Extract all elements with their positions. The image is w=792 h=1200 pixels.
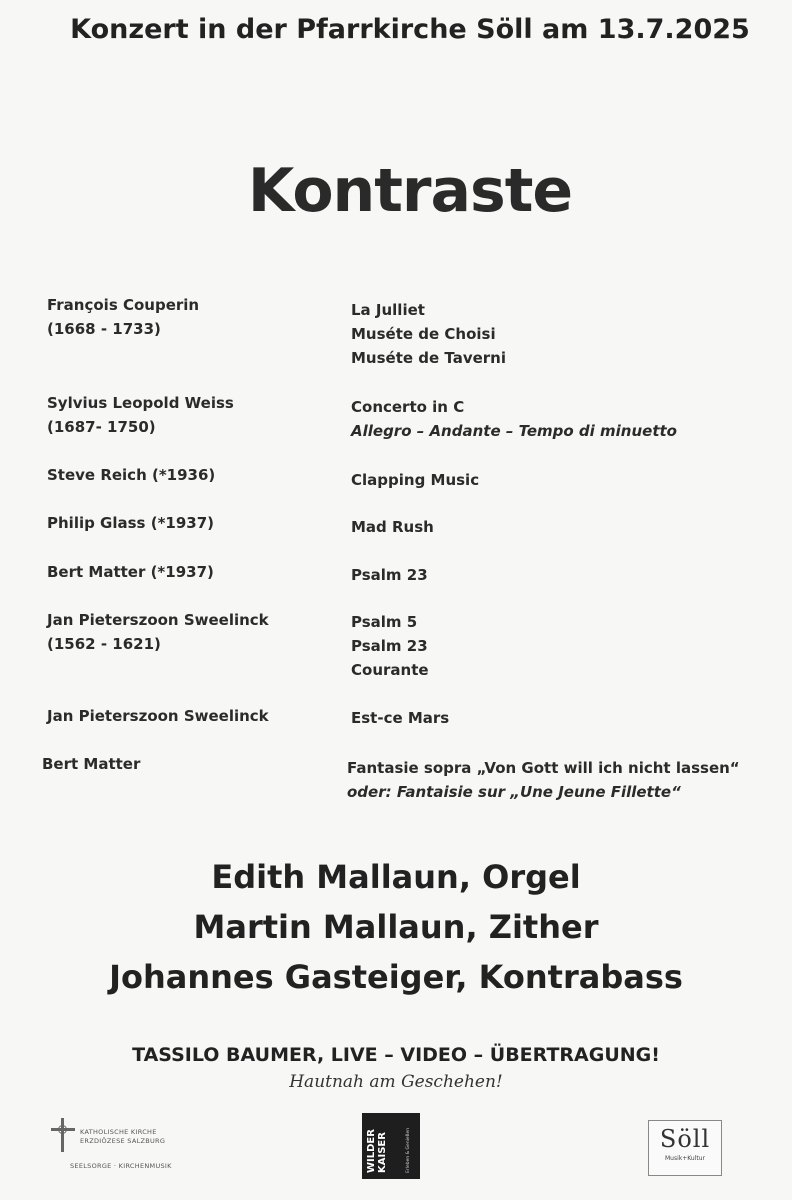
composer-name: Philip Glass (*1937) — [47, 514, 215, 532]
logo-text: WILDER KAISER — [366, 1129, 388, 1173]
wilder-kaiser-logo — [362, 1113, 420, 1179]
piece-list — [351, 298, 506, 370]
piece-title: Mad Rush — [351, 518, 434, 536]
logo-text: ERZDIÖZESE SALZBURG — [80, 1137, 166, 1145]
composer-entry — [47, 391, 234, 439]
tagline: Hautnah am Geschehen! — [289, 1072, 503, 1092]
performer-double-bass: Johannes Gasteiger, Kontrabass — [109, 958, 683, 996]
piece-title: Est-ce Mars — [351, 709, 450, 727]
logo-text: SEELSORGE · KIRCHENMUSIK — [70, 1162, 172, 1170]
composer-entry — [47, 608, 269, 656]
composer-dates: (1562 - 1621) — [47, 635, 161, 653]
concert-header: Konzert in der Pfarrkirche Söll am 13.7.2025 — [70, 14, 750, 45]
composer-name: Steve Reich (*1936) — [47, 466, 216, 484]
soell-music-culture-logo — [648, 1120, 722, 1176]
composer-name: Bert Matter — [42, 755, 141, 773]
performers — [0, 852, 792, 1002]
catholic-church-logo — [50, 1118, 190, 1178]
piece-list — [351, 468, 479, 492]
piece-title: Clapping Music — [351, 471, 480, 489]
composer-name: Jan Pieterszoon Sweelinck — [47, 611, 269, 629]
piece-title: Muséte de Taverni — [351, 349, 506, 367]
piece-title: Fantasie sopra „Von Gott will ich nicht lassen“ — [347, 759, 740, 777]
piece-list — [351, 610, 429, 682]
composer-name: Jan Pieterszoon Sweelinck — [47, 707, 269, 725]
logo-subtext: Erleben & Genießen — [406, 1127, 411, 1173]
piece-list — [351, 395, 677, 443]
piece-list — [351, 515, 434, 539]
composer-entry — [47, 704, 269, 728]
composer-dates: (1687- 1750) — [47, 418, 156, 436]
composer-name: Bert Matter (*1937) — [47, 563, 214, 581]
piece-title: Courante — [351, 661, 429, 679]
piece-movements: Allegro – Andante – Tempo di minuetto — [351, 422, 677, 440]
composer-entry — [42, 752, 140, 776]
piece-title: Muséte de Choisi — [351, 325, 496, 343]
page-title: Kontraste — [247, 156, 573, 226]
logo-subtext: Musik+Kultur — [664, 1155, 705, 1162]
piece-list — [347, 756, 740, 804]
composer-dates: (1668 - 1733) — [47, 320, 161, 338]
piece-title: Concerto in C — [351, 398, 465, 416]
piece-title: Psalm 23 — [351, 566, 428, 584]
composer-entry — [47, 560, 214, 584]
logo-text: Söll — [659, 1125, 711, 1153]
composer-entry — [47, 293, 199, 341]
logo-text: KATHOLISCHE KIRCHE — [80, 1128, 157, 1136]
performer-organ: Edith Mallaun, Orgel — [211, 858, 581, 896]
piece-title: Psalm 5 — [351, 613, 418, 631]
piece-list — [351, 563, 428, 587]
broadcast-notice: TASSILO BAUMER, LIVE – VIDEO – ÜBERTRAGUNG! — [132, 1044, 660, 1066]
cross-icon — [50, 1118, 76, 1152]
performer-zither: Martin Mallaun, Zither — [193, 908, 599, 946]
piece-title: La Julliet — [351, 301, 425, 319]
piece-list — [351, 706, 449, 730]
composer-entry — [47, 511, 214, 535]
composer-entry — [47, 463, 215, 487]
composer-name: Sylvius Leopold Weiss — [47, 394, 234, 412]
piece-title: Psalm 23 — [351, 637, 428, 655]
piece-alternative: oder: Fantaisie sur „Une Jeune Fillette“ — [347, 783, 681, 801]
composer-name: François Couperin — [47, 296, 200, 314]
